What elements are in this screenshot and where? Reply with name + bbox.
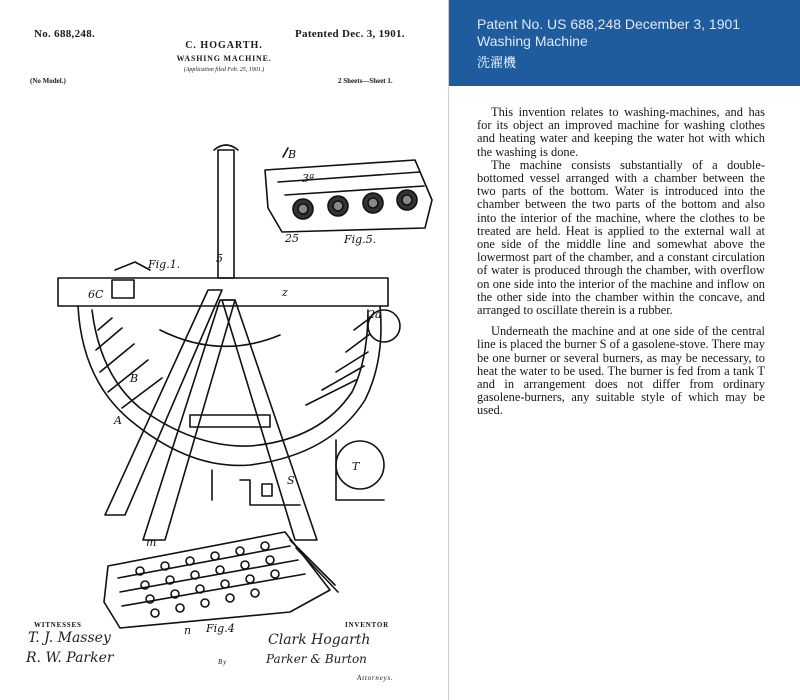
- label-m: m: [146, 536, 157, 549]
- patent-info-header: [449, 0, 800, 86]
- label-25: 25: [285, 232, 299, 245]
- witness2-signature: R. W. Parker: [26, 650, 114, 666]
- patent-description: [477, 106, 765, 418]
- patent-title-ja: 洗濯機: [477, 56, 517, 71]
- description-paragraph-2: The machine consists substantially of a double-bottomed vessel arranged with a chamber between the two parts of the bottom. Water is introduced into the chamber between the two parts of the bottom and also into the interior of the machine, where the clothes to be treated are held. Heat is applied to the external wall at one side of the middle line and somewhat above the lowermost part of the chamber, and a constant circulation of water is produced through the chamber, with overflow on one side into the interior of the machine and inflow on the other side into the chamber within the concave, and arranged to oscillate therein is a rubber.: [477, 157, 765, 318]
- patent-date: Patented Dec. 3, 1901.: [295, 28, 405, 40]
- by-caption: By: [218, 658, 227, 666]
- sheet-count: 2 Sheets—Sheet 1.: [338, 77, 393, 85]
- application-filed: (Application filed Feb. 25, 1901.): [183, 67, 265, 73]
- description-paragraph-1: This invention relates to washing-machines, and has for its object an improved machine for washing clothes and heating water and keeping the water hot with which the washing is done.: [477, 105, 765, 159]
- inventor-signature: Clark Hogarth: [268, 632, 371, 648]
- patent-number-date: Patent No. US 688,248 December 3, 1901: [477, 16, 741, 32]
- label-fig1: Fig.1.: [148, 258, 181, 271]
- patent-number: No. 688,248.: [34, 28, 96, 40]
- witness1-signature: T. J. Massey: [28, 630, 111, 646]
- label-6c: 6C: [88, 288, 104, 301]
- label-b-mid: B: [130, 372, 139, 385]
- label-fig4: Fig.4: [206, 622, 235, 635]
- label-n: n: [184, 624, 192, 637]
- label-a: A: [114, 414, 122, 427]
- attorneys-caption: Attorneys.: [357, 674, 394, 682]
- witnesses-caption: WITNESSES: [34, 621, 82, 629]
- label-t: T: [352, 460, 360, 473]
- patent-title: WASHING MACHINE.: [176, 54, 272, 63]
- label-2a: 2a: [368, 308, 382, 321]
- fig4-rubber: [104, 532, 338, 628]
- model-note: (No Model.): [30, 77, 66, 85]
- description-paragraph-3: Underneath the machine and at one side of the central line is placed the burner S of a gasolene-stove. There may be one burner or several burners, as may be necessary, to heat the water to be used. The burner is fed from a tank T and in arrangement does not differ from ordinary gasolene-burners, any suitable style of which may be used.: [477, 324, 765, 418]
- label-z: z: [282, 286, 288, 299]
- label-fig5: Fig.5.: [344, 233, 377, 246]
- label-3a: 3ª: [302, 172, 315, 185]
- attorney-signature: Parker & Burton: [266, 652, 367, 666]
- label-b-top: B: [288, 148, 297, 161]
- inventor-name: C. HOGARTH.: [185, 40, 263, 51]
- inventor-caption: INVENTOR: [345, 621, 390, 629]
- fig1-tub: [58, 145, 400, 540]
- label-5: 5: [216, 252, 223, 265]
- patent-title-en: Washing Machine: [477, 33, 588, 49]
- label-s: S: [287, 474, 295, 487]
